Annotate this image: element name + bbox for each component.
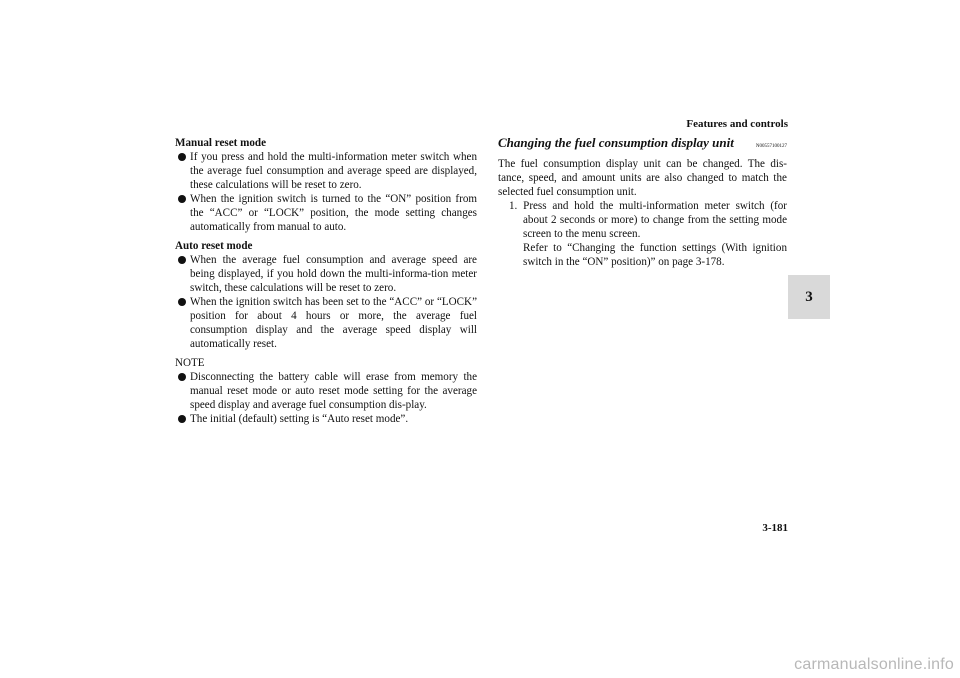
step-1: 1. Press and hold the multi-information meter switch (for about 2 seconds or more) to change from the setting mode screen to the menu screen.	[509, 200, 787, 240]
page-number: 3-181	[762, 522, 788, 534]
bullet-icon	[178, 153, 186, 161]
list-item-text: The initial (default) setting is “Auto reset mode”.	[190, 413, 409, 425]
auto-reset-heading: Auto reset mode	[175, 240, 253, 252]
watermark: carmanualsonline.info	[794, 656, 954, 673]
bullet-icon	[178, 298, 186, 306]
list-item-text: Disconnecting the battery cable will erase from memory the manual reset mode or auto reset mode setting for the average speed display and average fuel consumption dis-play.	[190, 371, 477, 411]
manual-reset-list	[175, 150, 477, 234]
list-item-text: When the ignition switch is turned to the “ON” position from the “ACC” or “LOCK” position, the mode setting changes automatically from manual to auto.	[190, 193, 477, 233]
manual-reset-heading: Manual reset mode	[175, 137, 266, 149]
step-1-reference: Refer to “Changing the function settings (With ignition switch in the “ON” position)” on page 3-178.	[523, 242, 787, 268]
running-header: Features and controls	[686, 118, 788, 130]
section-code: N00557100127	[755, 144, 787, 149]
list-item	[175, 295, 477, 351]
bullet-icon	[178, 373, 186, 381]
note-label: NOTE	[175, 357, 205, 369]
intro-paragraph: The fuel consumption display unit can be changed. The dis-tance, speed, and amount units are also changed to match the selected fuel consumption unit.	[498, 158, 787, 198]
bullet-icon	[178, 195, 186, 203]
left-column	[175, 136, 477, 431]
note-list	[175, 370, 477, 426]
list-item	[175, 253, 477, 295]
list-item-text: If you press and hold the multi-information meter switch when the average fuel consumption and average speed are displayed, these calculations will be reset to zero.	[190, 151, 477, 191]
bullet-icon	[178, 256, 186, 264]
chapter-tab	[788, 275, 830, 319]
auto-reset-list	[175, 253, 477, 351]
list-item	[175, 192, 477, 234]
bullet-icon	[178, 415, 186, 423]
list-item	[175, 412, 477, 426]
list-item-text: When the average fuel consumption and average speed are being displayed, if you hold down the multi-informa-tion meter switch, these calculations will be reset to zero.	[190, 254, 477, 294]
right-column	[498, 136, 787, 269]
section-heading	[498, 136, 787, 154]
list-item-text: When the ignition switch has been set to the “ACC” or “LOCK” position for about 4 hours or more, the average fuel consumption display and the average speed display will automatically reset.	[190, 296, 477, 350]
chapter-number: 3	[805, 288, 813, 305]
section-title: Changing the fuel consumption display unit	[498, 135, 734, 150]
list-item	[175, 150, 477, 192]
list-item	[175, 370, 477, 412]
